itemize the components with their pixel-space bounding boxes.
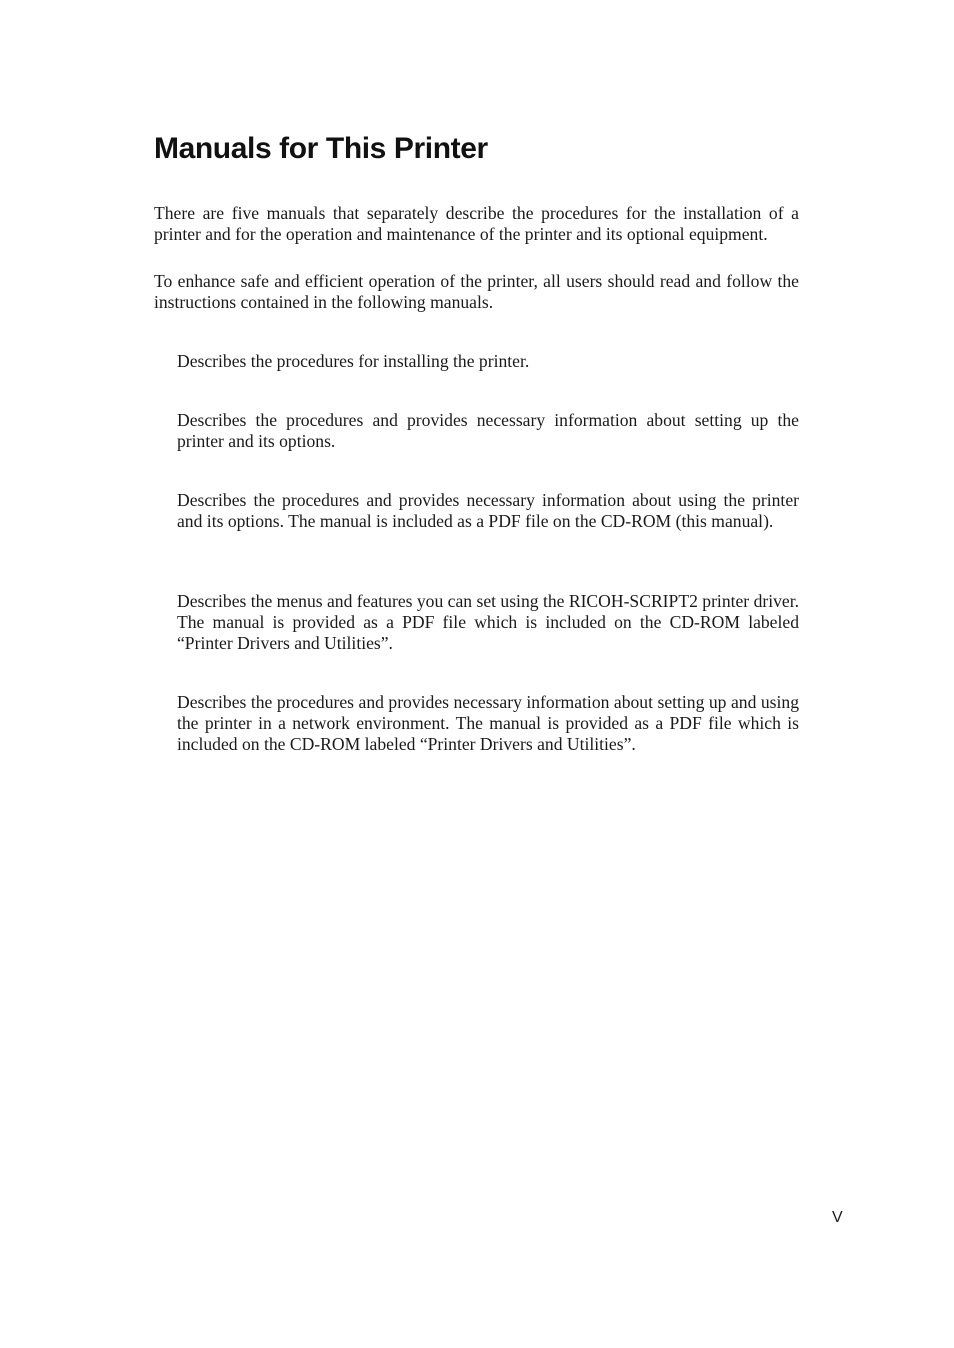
manual-description: Describes the procedures and provides necessary information about using the printer and its options. The manual is included as a PDF file on the CD-ROM (this manual). bbox=[177, 490, 799, 531]
page-title: Manuals for This Printer bbox=[154, 132, 488, 165]
manual-description: Describes the procedures and provides necessary information about setting up and using the printer in a network environment. The manual is provided as a PDF file which is included on the CD-ROM labeled “Printer Drivers and Utilities”. bbox=[177, 692, 799, 754]
manual-description: Describes the procedures and provides necessary information about setting up the printer and its options. bbox=[177, 410, 799, 451]
intro-paragraph: To enhance safe and efficient operation of the printer, all users should read and follow the instructions contained in the following manuals. bbox=[154, 271, 799, 312]
intro-paragraph: There are five manuals that separately describe the procedures for the installation of a printer and for the operation and maintenance of the printer and its optional equipment. bbox=[154, 203, 799, 244]
manual-description: Describes the menus and features you can set using the RICOH-SCRIPT2 printer driver. The manual is provided as a PDF file which is included on the CD-ROM labeled “Printer Drivers and Utilities”. bbox=[177, 591, 800, 653]
page-number: V bbox=[832, 1209, 843, 1226]
manual-description: Describes the procedures for installing the printer. bbox=[177, 351, 530, 371]
